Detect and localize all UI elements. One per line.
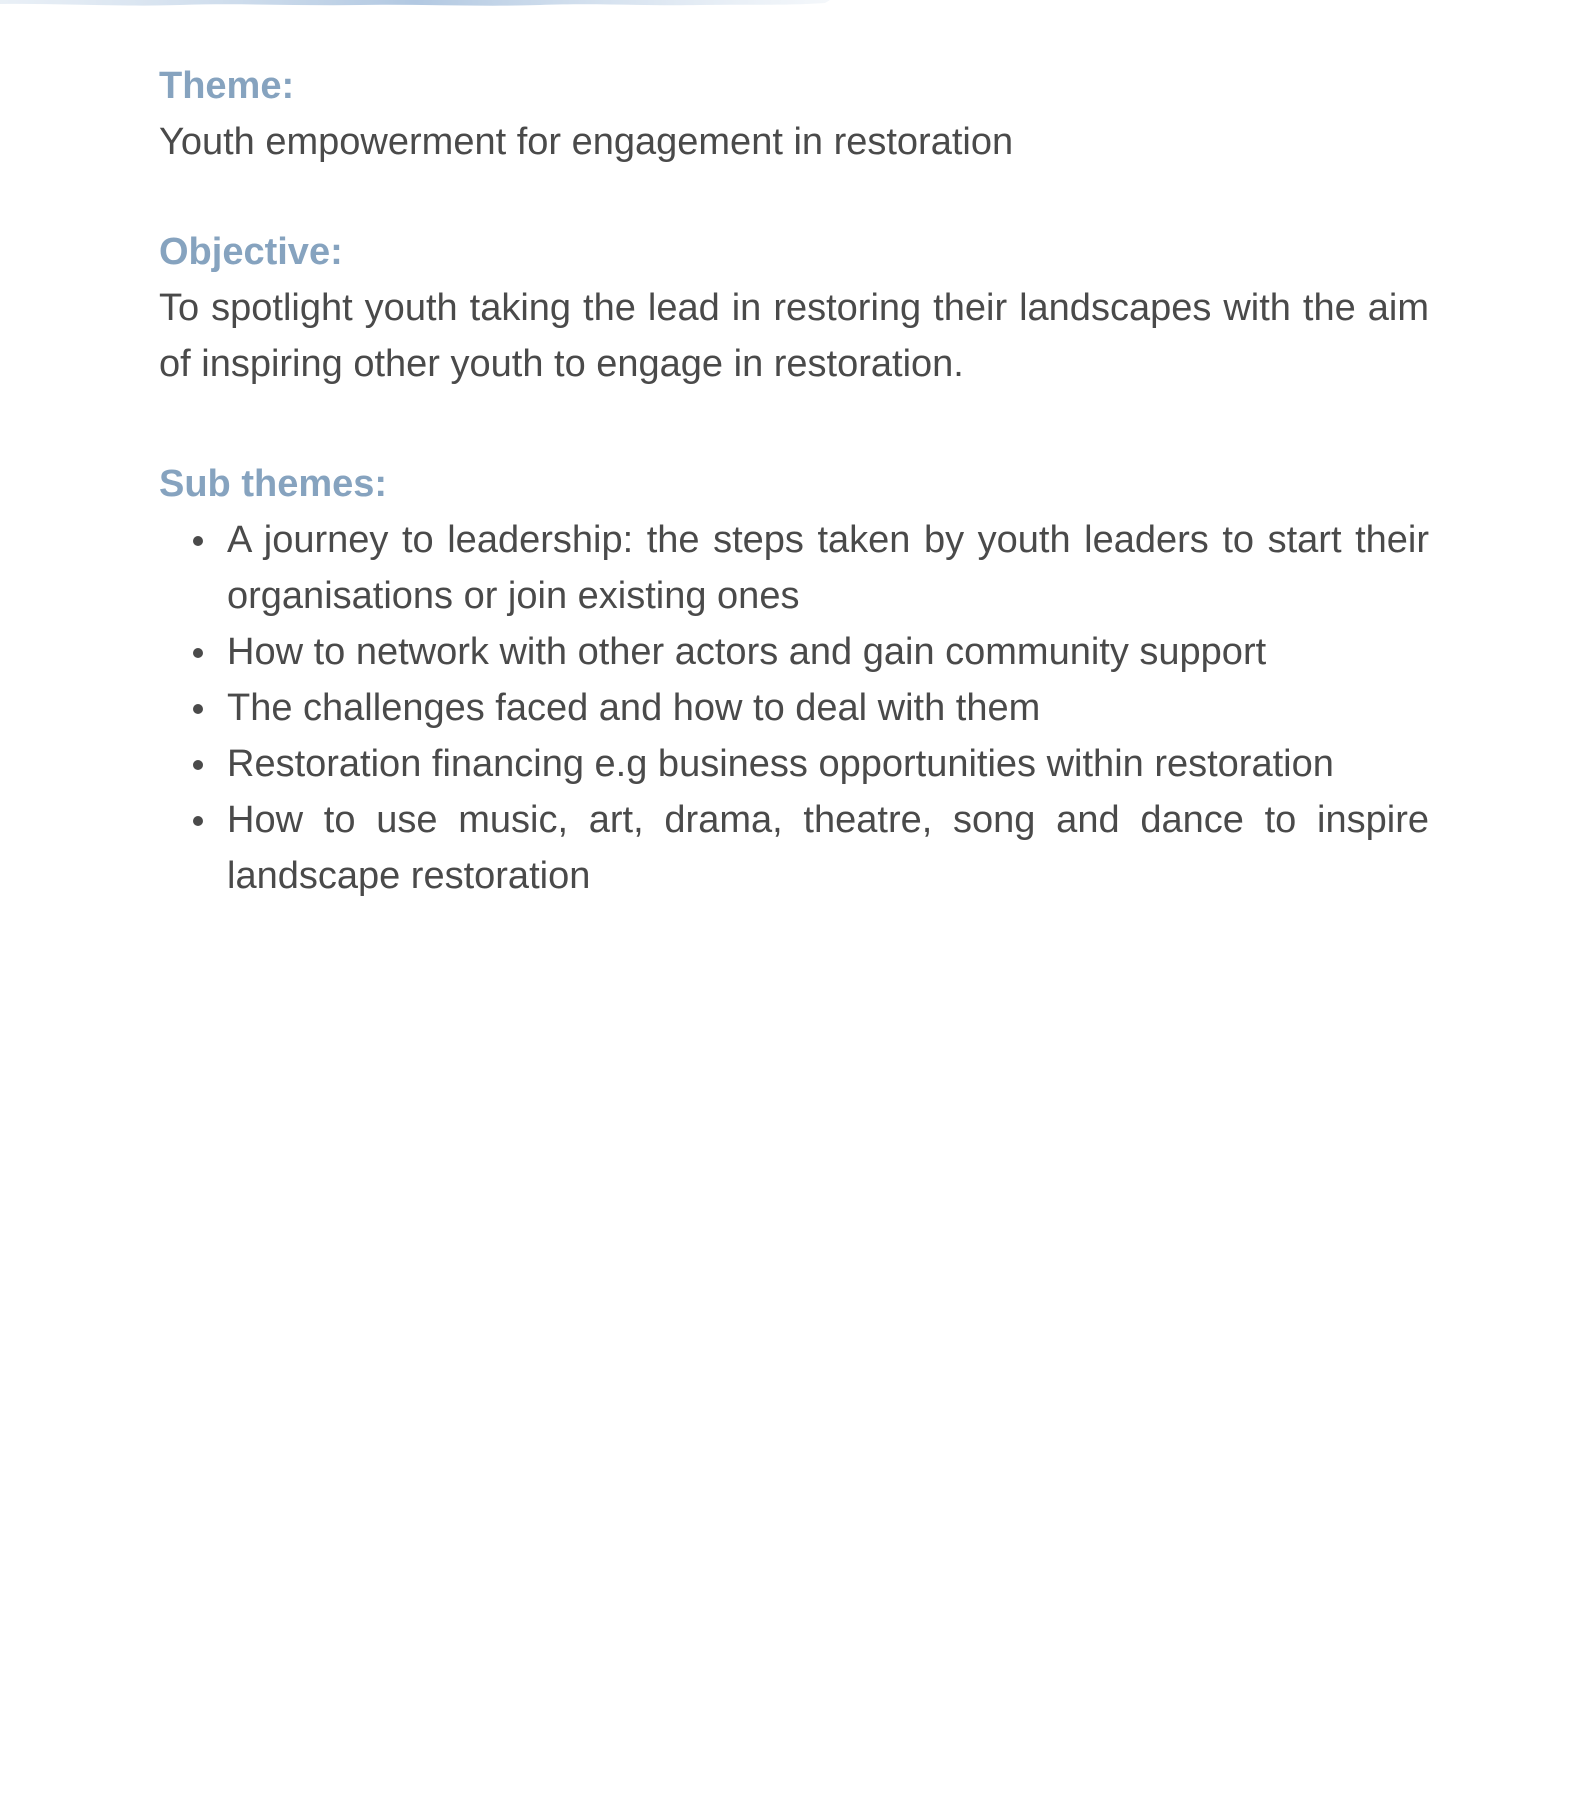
objective-heading: Objective:	[159, 231, 343, 273]
list-item	[227, 680, 1429, 736]
list-item-text: The challenges faced and how to deal with them	[227, 687, 1041, 729]
bullet-icon	[193, 536, 203, 546]
sub-themes-heading: Sub themes:	[159, 463, 388, 505]
theme-section	[159, 58, 1429, 170]
list-item-text: Restoration financing e.g business opportunities within restoration	[227, 743, 1334, 785]
bullet-icon	[193, 760, 203, 770]
list-item	[227, 792, 1429, 904]
list-item	[227, 512, 1429, 624]
theme-heading: Theme:	[159, 65, 295, 107]
sub-themes-section	[159, 456, 1429, 904]
list-item	[227, 624, 1429, 680]
objective-text: To spotlight youth taking the lead in restoring their landscapes with the aim of inspiring other youth to engage in restoration.	[159, 287, 1429, 385]
document-page	[159, 58, 1429, 904]
list-item-text: How to use music, art, drama, theatre, song and dance to inspire landscape restoration	[227, 799, 1429, 897]
sub-themes-list	[159, 512, 1429, 904]
list-item-text: A journey to leadership: the steps taken by youth leaders to start their organisations or join existing ones	[227, 519, 1429, 617]
bullet-icon	[193, 648, 203, 658]
list-item-text: How to network with other actors and gain community support	[227, 631, 1267, 673]
objective-section	[159, 224, 1429, 392]
bullet-icon	[193, 704, 203, 714]
bullet-icon	[193, 816, 203, 826]
list-item	[227, 736, 1429, 792]
header-wave-decoration	[0, 0, 1587, 8]
theme-text: Youth empowerment for engagement in restoration	[159, 121, 1014, 163]
